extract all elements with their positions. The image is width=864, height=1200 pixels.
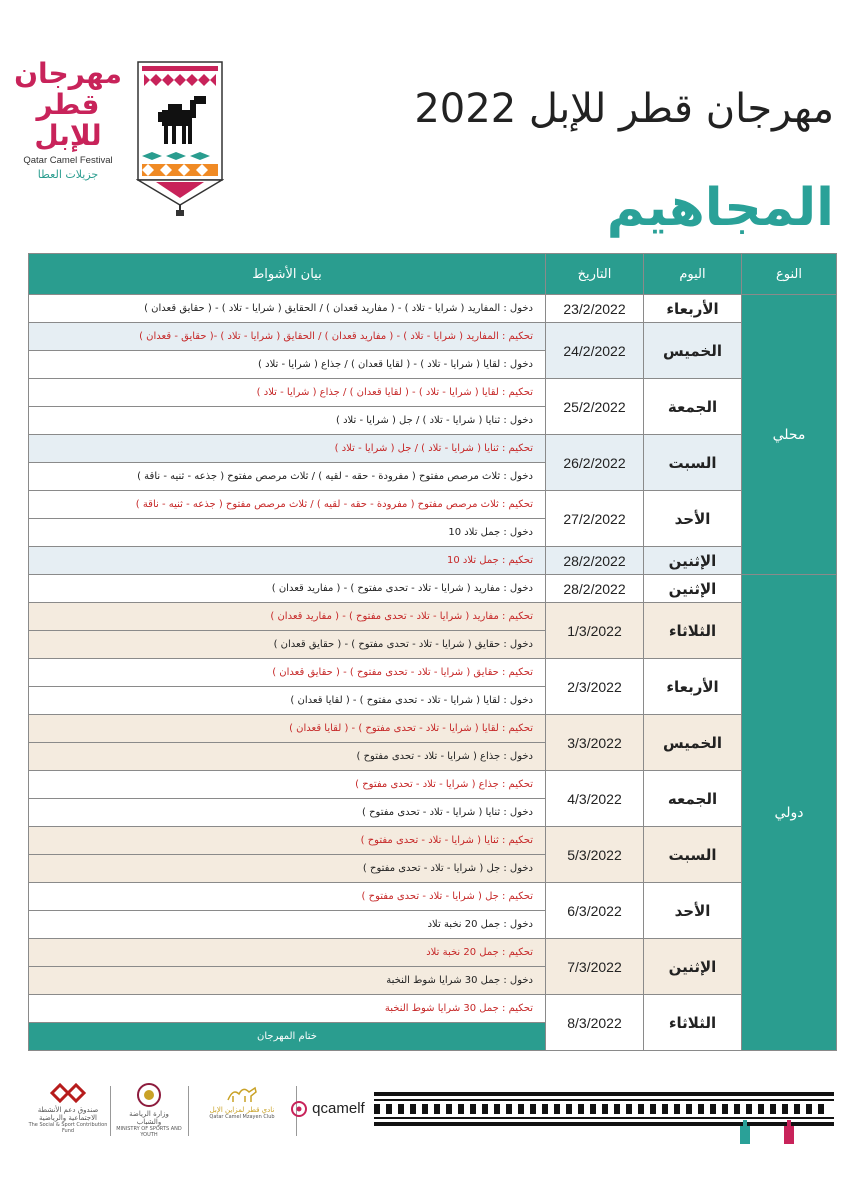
entry-line: دخول : جمل تلاد 10 — [29, 519, 546, 547]
date-cell: 26/2/2022 — [546, 435, 644, 491]
judging-line: تحكيم : ثنايا ( شرايا - تلاد - تحدى مفتوح ) — [29, 827, 546, 855]
judging-line: تحكيم : ثنايا ( شرايا - تلاد ) / جل ( شرايا - تلاد ) — [29, 435, 546, 463]
table-row — [29, 379, 837, 407]
table-row — [29, 547, 837, 575]
table-row — [29, 715, 837, 743]
camel-club-icon — [225, 1082, 259, 1104]
festival-closing: ختام المهرجان — [29, 1023, 546, 1051]
judging-line: تحكيم : جمل تلاد 10 — [29, 547, 546, 575]
type-international: دولي — [742, 575, 837, 1051]
table-row — [29, 575, 837, 603]
logo-english: Qatar Camel Festival — [23, 155, 113, 166]
date-cell: 7/3/2022 — [546, 939, 644, 995]
judging-line: تحكيم : مفاريد ( شرايا - تلاد - تحدى مفتوح ) - ( مفاريد قعدان ) — [29, 603, 546, 631]
judging-line: تحكيم : لقايا ( شرايا - تلاد - تحدى مفتوح ) - ( لقايا قعدان ) — [29, 715, 546, 743]
sponsor-club-en: Qatar Camel Mzayen Club — [209, 1114, 275, 1120]
sponsor-ministry-en: MINISTRY OF SPORTS AND YOUTH — [116, 1126, 182, 1138]
ministry-emblem-icon — [136, 1082, 162, 1108]
entry-line: دخول : جذاع ( شرايا - تلاد - تحدى مفتوح ) — [29, 743, 546, 771]
table-row — [29, 323, 837, 351]
judging-line: تحكيم : حقايق ( شرايا - تلاد - تحدى مفتوح ) - ( حقايق قعدان ) — [29, 659, 546, 687]
judging-line: تحكيم : جمل 30 شرايا شوط النخبة — [29, 995, 546, 1023]
sponsor-fund-en: The Social & Sport Contribution Fund — [28, 1122, 108, 1134]
social-handle — [290, 1100, 365, 1118]
table-row — [29, 995, 837, 1023]
day-cell: الأحد — [644, 883, 742, 939]
day-cell: السبت — [644, 827, 742, 883]
judging-line: تحكيم : جذاع ( شرايا - تلاد - تحدى مفتوح ) — [29, 771, 546, 799]
judging-line: تحكيم : جمل 20 نخبة تلاد — [29, 939, 546, 967]
table-row — [29, 939, 837, 967]
date-cell: 4/3/2022 — [546, 771, 644, 827]
logo-line-3: للإبل — [34, 119, 102, 152]
header-day: اليوم — [644, 254, 742, 295]
table-row — [29, 827, 837, 855]
date-cell: 24/2/2022 — [546, 323, 644, 379]
table-row — [29, 295, 837, 323]
table-row — [29, 603, 837, 631]
fund-logo-icon — [48, 1082, 88, 1104]
date-cell: 6/3/2022 — [546, 883, 644, 939]
entry-line: دخول : ثلاث مرصص مفتوح ( مفرودة - حقه - لقيه ) / ثلاث مرصص مفتوح ( جذعه - ثنيه - ناقة ) — [29, 463, 546, 491]
entry-line: دخول : حقايق ( شرايا - تلاد - تحدى مفتوح ) - ( حقايق قعدان ) — [29, 631, 546, 659]
header-date: التاريخ — [546, 254, 644, 295]
table-row — [29, 883, 837, 911]
entry-line: دخول : ثنايا ( شرايا - تلاد - تحدى مفتوح ) — [29, 799, 546, 827]
camel-banner-icon — [136, 60, 224, 216]
date-cell: 28/2/2022 — [546, 575, 644, 603]
sponsor-fund-ar: صندوق دعم الأنشطة الاجتماعية والرياضية — [37, 1106, 99, 1122]
schedule-table — [28, 253, 837, 1051]
day-cell: الخميس — [644, 715, 742, 771]
day-cell: الإثنين — [644, 575, 742, 603]
table-row — [29, 491, 837, 519]
logo-line-1: مهرجان — [14, 57, 122, 90]
entry-line: دخول : جل ( شرايا - تلاد - تحدى مفتوح ) — [29, 855, 546, 883]
date-cell: 3/3/2022 — [546, 715, 644, 771]
table-row — [29, 771, 837, 799]
day-cell: الإثنين — [644, 939, 742, 995]
judging-line: تحكيم : ثلاث مرصص مفتوح ( مفرودة - حقه - لقيه ) / ثلاث مرصص مفتوح ( جذعه - ثنيه - ناقة ) — [29, 491, 546, 519]
date-cell: 1/3/2022 — [546, 603, 644, 659]
date-cell: 23/2/2022 — [546, 295, 644, 323]
sponsor-club-ar: نادي قطر لمزاين الإبل — [209, 1106, 275, 1114]
table-row — [29, 659, 837, 687]
day-cell: الأربعاء — [644, 659, 742, 715]
logo-line-2: قطر — [36, 88, 100, 121]
date-cell: 2/3/2022 — [546, 659, 644, 715]
entry-line: دخول : ثنايا ( شرايا - تلاد ) / جل ( شرايا - تلاد ) — [29, 407, 546, 435]
day-cell: السبت — [644, 435, 742, 491]
day-cell: الثلاثاء — [644, 603, 742, 659]
day-cell: الثلاثاء — [644, 995, 742, 1051]
sponsor-ministry-ar: وزارة الرياضة والشباب — [129, 1110, 169, 1126]
header-type: النوع — [742, 254, 837, 295]
date-cell: 8/3/2022 — [546, 995, 644, 1051]
header-description: بيان الأشواط — [29, 254, 546, 295]
social-icon — [290, 1100, 308, 1118]
divider — [110, 1086, 111, 1136]
date-cell: 5/3/2022 — [546, 827, 644, 883]
social-handle-text: qcamelf — [312, 1100, 365, 1117]
day-cell: الجمعه — [644, 771, 742, 827]
entry-line: دخول : لقايا ( شرايا - تلاد ) - ( لقايا قعدان ) / جذاع ( شرايا - تلاد ) — [29, 351, 546, 379]
type-local: محلي — [742, 295, 837, 575]
entry-line: دخول : لقايا ( شرايا - تلاد - تحدى مفتوح ) - ( لقايا قعدان ) — [29, 687, 546, 715]
sponsor-ministry — [116, 1082, 182, 1138]
date-cell: 27/2/2022 — [546, 491, 644, 547]
day-cell: الإثنين — [644, 547, 742, 575]
entry-line: دخول : مفاريد ( شرايا - تلاد - تحدى مفتوح ) - ( مفاريد قعدان ) — [29, 575, 546, 603]
date-cell: 28/2/2022 — [546, 547, 644, 575]
divider — [188, 1086, 189, 1136]
festival-logo — [14, 58, 122, 181]
entry-line: دخول : جمل 30 شرايا شوط النخبة — [29, 967, 546, 995]
sponsor-fund — [28, 1082, 108, 1134]
day-cell: الخميس — [644, 323, 742, 379]
day-cell: الجمعة — [644, 379, 742, 435]
day-cell: الأربعاء — [644, 295, 742, 323]
day-cell: الأحد — [644, 491, 742, 547]
date-cell: 25/2/2022 — [546, 379, 644, 435]
entry-line: دخول : جمل 20 نخبة تلاد — [29, 911, 546, 939]
judging-line: تحكيم : جل ( شرايا - تلاد - تحدى مفتوح ) — [29, 883, 546, 911]
table-row — [29, 435, 837, 463]
page-title: مهرجان قطر للإبل 2022 — [414, 86, 834, 132]
logo-tagline: جزيلات العطا — [37, 168, 99, 181]
sponsor-club — [194, 1082, 290, 1120]
judging-line: تحكيم : المفاريد ( شرايا - تلاد ) - ( مفاريد قعدان ) / الحقايق ( شرايا - تلاد ) -( حقايق - قعدان ) — [29, 323, 546, 351]
entry-line: دخول : المفاريد ( شرايا - تلاد ) - ( مفاريد قعدان ) / الحقايق ( شرايا - تلاد ) - ( حقايق قعدان ) — [29, 295, 546, 323]
judging-line: تحكيم : لقايا ( شرايا - تلاد ) - ( لقايا قعدان ) / جذاع ( شرايا - تلاد ) — [29, 379, 546, 407]
table-header-row — [29, 254, 837, 295]
woven-strip-icon — [374, 1090, 834, 1150]
section-title: المجاهيم — [606, 178, 834, 238]
